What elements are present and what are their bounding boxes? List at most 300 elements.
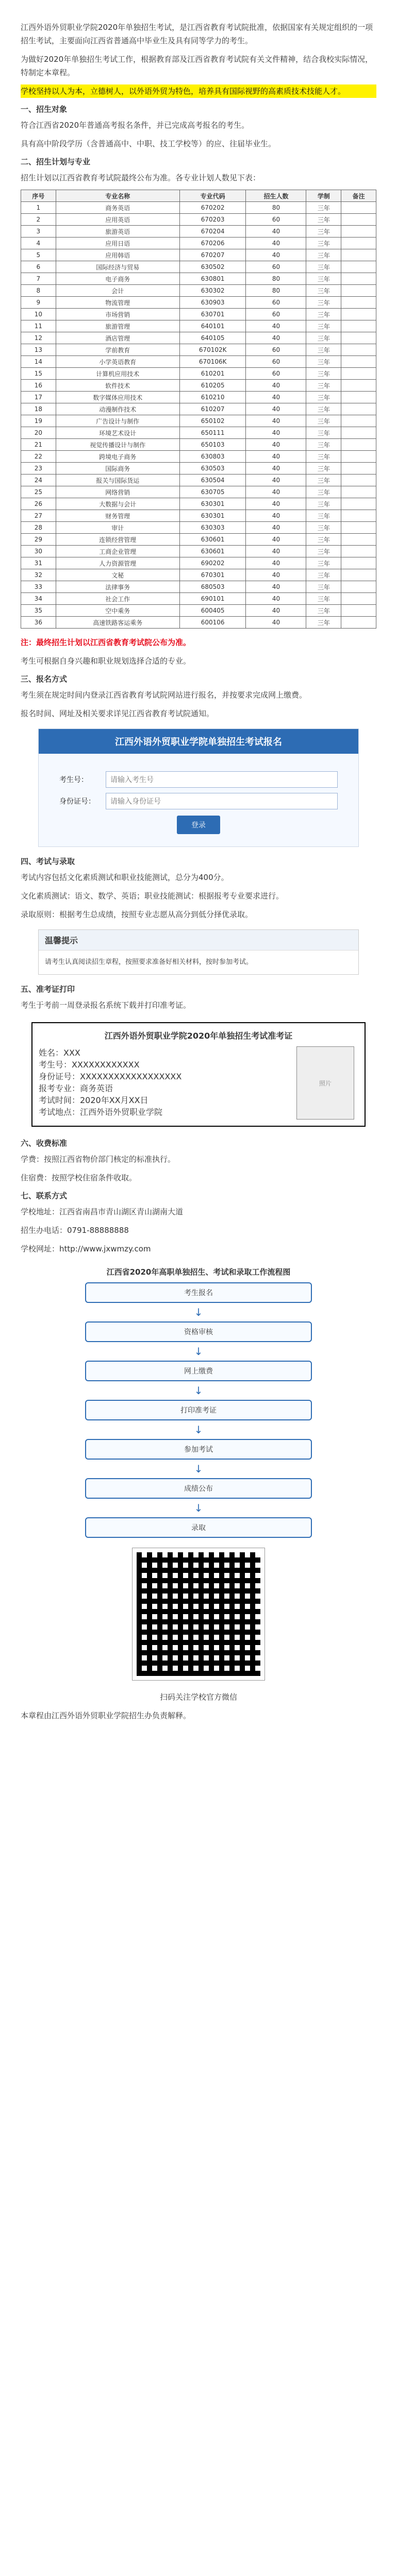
flow-arrow-icon: ↓ bbox=[194, 1423, 203, 1436]
s7-p2: 招生办电话：0791-88888888 bbox=[21, 1226, 129, 1235]
table-cell: 数字媒体应用技术 bbox=[56, 392, 179, 403]
table-row bbox=[21, 226, 376, 238]
table-cell: 640101 bbox=[179, 320, 246, 332]
table-cell: 600106 bbox=[179, 617, 246, 629]
login-btnbar bbox=[59, 816, 338, 834]
table-row bbox=[21, 534, 376, 546]
table-row bbox=[21, 356, 376, 368]
admit-line4: 报考专业：商务英语 bbox=[39, 1083, 113, 1093]
table-cell: 三年 bbox=[306, 474, 341, 486]
table-cell: 9 bbox=[21, 297, 56, 309]
table-cell: 会计 bbox=[56, 285, 179, 297]
intro-p2: 为做好2020年单独招生考试工作，根据教育部及江西省教育考试院有关文件精神，结合我校实际情况，特制定本章程。 bbox=[21, 55, 373, 77]
th-years: 学制 bbox=[306, 190, 341, 202]
table-cell bbox=[341, 605, 376, 617]
table-cell: 三年 bbox=[306, 273, 341, 285]
admit-grid bbox=[39, 1046, 358, 1120]
table-row bbox=[21, 474, 376, 486]
admit-line5: 考试时间：2020年XX月XX日 bbox=[39, 1095, 148, 1105]
flow-arrow-icon: ↓ bbox=[194, 1306, 203, 1318]
table-cell: 21 bbox=[21, 439, 56, 451]
s4-title: 四、考试与录取 bbox=[21, 857, 75, 866]
table-cell: 三年 bbox=[306, 546, 341, 557]
table-cell: 三年 bbox=[306, 605, 341, 617]
s4-p3: 录取原则：根据考生总成绩，按照专业志愿从高分到低分择优录取。 bbox=[21, 910, 253, 919]
table-cell: 40 bbox=[246, 498, 306, 510]
table-cell: 40 bbox=[246, 546, 306, 557]
table-cell: 三年 bbox=[306, 534, 341, 546]
table-cell: 60 bbox=[246, 214, 306, 226]
table-cell: 630803 bbox=[179, 451, 246, 463]
plan-table-body bbox=[21, 202, 376, 629]
login-label-candidate: 考生号： bbox=[59, 776, 88, 784]
table-cell: 60 bbox=[246, 309, 306, 320]
table-cell: 28 bbox=[21, 522, 56, 534]
table-cell: 三年 bbox=[306, 498, 341, 510]
table-row bbox=[21, 285, 376, 297]
table-cell: 40 bbox=[246, 332, 306, 344]
table-row bbox=[21, 427, 376, 439]
table-row bbox=[21, 332, 376, 344]
table-cell bbox=[341, 451, 376, 463]
s5-title: 五、准考证打印 bbox=[21, 985, 75, 994]
th-remark: 备注 bbox=[341, 190, 376, 202]
table-cell: 40 bbox=[246, 593, 306, 605]
plan-table-header-row bbox=[21, 190, 376, 202]
table-cell: 学前教育 bbox=[56, 344, 179, 356]
table-cell: 报关与国际货运 bbox=[56, 474, 179, 486]
table-cell: 19 bbox=[21, 415, 56, 427]
table-cell: 40 bbox=[246, 415, 306, 427]
table-cell: 跨境电子商务 bbox=[56, 451, 179, 463]
table-row bbox=[21, 569, 376, 581]
table-cell: 29 bbox=[21, 534, 56, 546]
table-cell: 40 bbox=[246, 522, 306, 534]
table-cell: 22 bbox=[21, 451, 56, 463]
s7-title: 七、联系方式 bbox=[21, 1191, 68, 1200]
table-cell: 630503 bbox=[179, 463, 246, 474]
table-cell: 670206 bbox=[179, 238, 246, 249]
flow-step: 打印准考证 bbox=[85, 1400, 312, 1420]
table-cell: 40 bbox=[246, 249, 306, 261]
table-cell: 610207 bbox=[179, 403, 246, 415]
table-row bbox=[21, 380, 376, 392]
intro-p3: 学校坚持以人为本，立德树人，以外语外贸为特色，培养具有国际视野的高素质技术技能人才。 bbox=[21, 84, 376, 98]
table-cell: 16 bbox=[21, 380, 56, 392]
login-row-2 bbox=[59, 793, 338, 809]
table-cell: 630705 bbox=[179, 486, 246, 498]
table-cell: 三年 bbox=[306, 380, 341, 392]
table-cell: 630801 bbox=[179, 273, 246, 285]
table-row bbox=[21, 557, 376, 569]
admit-line3: 身份证号：XXXXXXXXXXXXXXXXXX bbox=[39, 1072, 182, 1081]
table-row bbox=[21, 617, 376, 629]
table-row bbox=[21, 249, 376, 261]
table-cell: 社会工作 bbox=[56, 593, 179, 605]
table-row bbox=[21, 486, 376, 498]
table-cell bbox=[341, 332, 376, 344]
s2-p1: 招生计划以江西省教育考试院最终公布为准。各专业计划人数见下表： bbox=[21, 173, 261, 182]
flow-arrow-icon: ↓ bbox=[194, 1345, 203, 1358]
table-cell: 网络营销 bbox=[56, 486, 179, 498]
table-cell bbox=[341, 474, 376, 486]
table-cell: 40 bbox=[246, 534, 306, 546]
table-cell: 文秘 bbox=[56, 569, 179, 581]
table-cell: 小学英语教育 bbox=[56, 356, 179, 368]
footer-spacer bbox=[21, 1727, 376, 1851]
table-cell: 三年 bbox=[306, 522, 341, 534]
table-cell: 市场营销 bbox=[56, 309, 179, 320]
table-row bbox=[21, 522, 376, 534]
end-note: 本章程由江西外语外贸职业学院招生办负责解释。 bbox=[21, 1711, 191, 1720]
s2-p2: 注：最终招生计划以江西省教育考试院公布为准。 bbox=[21, 638, 191, 647]
flowchart bbox=[44, 1266, 353, 1538]
table-cell: 640105 bbox=[179, 332, 246, 344]
table-cell: 32 bbox=[21, 569, 56, 581]
table-cell: 13 bbox=[21, 344, 56, 356]
table-cell: 三年 bbox=[306, 427, 341, 439]
login-mock bbox=[38, 728, 359, 847]
table-row bbox=[21, 344, 376, 356]
admit-line1: 姓名：XXX bbox=[39, 1048, 80, 1058]
table-cell bbox=[341, 380, 376, 392]
table-cell: 40 bbox=[246, 226, 306, 238]
table-cell: 630601 bbox=[179, 534, 246, 546]
table-cell: 610205 bbox=[179, 380, 246, 392]
s1-title: 一、招生对象 bbox=[21, 105, 68, 114]
table-cell: 630601 bbox=[179, 546, 246, 557]
table-cell: 18 bbox=[21, 403, 56, 415]
tip-card-header: 温馨提示 bbox=[39, 930, 358, 951]
table-cell bbox=[341, 463, 376, 474]
candidate-number-input[interactable] bbox=[106, 771, 338, 788]
table-row bbox=[21, 593, 376, 605]
table-cell: 法律事务 bbox=[56, 581, 179, 593]
s6-p1: 学费：按照江西省物价部门核定的标准执行。 bbox=[21, 1155, 176, 1164]
s6-p2: 住宿费：按照学校住宿条件收取。 bbox=[21, 1173, 137, 1182]
table-row bbox=[21, 415, 376, 427]
table-cell: 三年 bbox=[306, 297, 341, 309]
table-cell: 40 bbox=[246, 581, 306, 593]
table-cell: 视觉传播设计与制作 bbox=[56, 439, 179, 451]
table-cell: 连锁经营管理 bbox=[56, 534, 179, 546]
table-cell: 40 bbox=[246, 510, 306, 522]
flow-title: 江西省2020年高职单独招生、考试和录取工作流程图 bbox=[106, 1267, 291, 1277]
s3-p1: 考生须在规定时间内登录江西省教育考试院网站进行报名，并按要求完成网上缴费。 bbox=[21, 690, 307, 700]
table-cell: 三年 bbox=[306, 249, 341, 261]
login-row-1 bbox=[59, 771, 338, 788]
table-cell: 630302 bbox=[179, 285, 246, 297]
table-cell: 三年 bbox=[306, 593, 341, 605]
table-cell: 1 bbox=[21, 202, 56, 214]
table-row bbox=[21, 451, 376, 463]
table-cell: 610210 bbox=[179, 392, 246, 403]
flow-step: 参加考试 bbox=[85, 1439, 312, 1460]
table-cell: 三年 bbox=[306, 344, 341, 356]
table-cell bbox=[341, 498, 376, 510]
admit-photo: 照片 bbox=[296, 1046, 354, 1120]
table-cell: 三年 bbox=[306, 451, 341, 463]
table-cell bbox=[341, 344, 376, 356]
flow-arrow-icon: ↓ bbox=[194, 1502, 203, 1514]
s3-p2: 报名时间、网址及相关要求详见江西省教育考试院通知。 bbox=[21, 709, 214, 718]
table-cell bbox=[341, 202, 376, 214]
table-cell bbox=[341, 427, 376, 439]
table-cell: 25 bbox=[21, 486, 56, 498]
table-cell: 高速铁路客运乘务 bbox=[56, 617, 179, 629]
table-cell: 三年 bbox=[306, 557, 341, 569]
flow-step: 成绩公布 bbox=[85, 1478, 312, 1499]
s7-p3[interactable]: 学校网址：http://www.jxwmzy.com bbox=[21, 1244, 151, 1253]
table-cell: 40 bbox=[246, 474, 306, 486]
table-cell: 630903 bbox=[179, 297, 246, 309]
table-cell: 40 bbox=[246, 380, 306, 392]
table-cell: 三年 bbox=[306, 403, 341, 415]
table-cell: 3 bbox=[21, 226, 56, 238]
table-cell: 大数据与会计 bbox=[56, 498, 179, 510]
table-row bbox=[21, 498, 376, 510]
s4-p1: 考试内容包括文化素质测试和职业技能测试，总分为400分。 bbox=[21, 873, 229, 882]
table-cell bbox=[341, 569, 376, 581]
table-cell: 80 bbox=[246, 273, 306, 285]
s7-p1: 学校地址：江西省南昌市青山湖区青山湖南大道 bbox=[21, 1207, 184, 1216]
table-row bbox=[21, 605, 376, 617]
table-cell bbox=[341, 486, 376, 498]
s1-p1: 符合江西省2020年普通高考报名条件，并已完成高考报名的考生。 bbox=[21, 121, 250, 130]
table-cell: 三年 bbox=[306, 202, 341, 214]
table-row bbox=[21, 546, 376, 557]
table-cell: 690101 bbox=[179, 593, 246, 605]
table-row bbox=[21, 202, 376, 214]
login-button[interactable]: 登录 bbox=[177, 816, 220, 834]
table-cell: 软件技术 bbox=[56, 380, 179, 392]
table-row bbox=[21, 214, 376, 226]
table-cell: 应用韩语 bbox=[56, 249, 179, 261]
table-cell: 三年 bbox=[306, 320, 341, 332]
table-cell: 630303 bbox=[179, 522, 246, 534]
login-mock-title: 江西外语外贸职业学院单独招生考试报名 bbox=[39, 729, 358, 754]
table-cell: 6 bbox=[21, 261, 56, 273]
table-cell: 650102 bbox=[179, 415, 246, 427]
table-cell bbox=[341, 285, 376, 297]
flow-step: 网上缴费 bbox=[85, 1361, 312, 1381]
table-cell: 10 bbox=[21, 309, 56, 320]
table-cell: 60 bbox=[246, 356, 306, 368]
table-cell bbox=[341, 617, 376, 629]
flow-step: 录取 bbox=[85, 1517, 312, 1538]
table-cell: 680503 bbox=[179, 581, 246, 593]
flow-step: 考生报名 bbox=[85, 1282, 312, 1303]
table-cell: 60 bbox=[246, 344, 306, 356]
table-cell bbox=[341, 320, 376, 332]
table-cell: 60 bbox=[246, 297, 306, 309]
table-cell: 40 bbox=[246, 439, 306, 451]
table-cell: 670102K bbox=[179, 344, 246, 356]
id-number-input[interactable] bbox=[106, 793, 338, 809]
s2-title: 二、招生计划与专业 bbox=[21, 157, 91, 166]
table-cell: 630502 bbox=[179, 261, 246, 273]
table-cell: 30 bbox=[21, 546, 56, 557]
table-cell: 三年 bbox=[306, 238, 341, 249]
table-cell: 三年 bbox=[306, 214, 341, 226]
table-cell: 40 bbox=[246, 403, 306, 415]
table-row bbox=[21, 238, 376, 249]
table-cell bbox=[341, 510, 376, 522]
table-cell: 20 bbox=[21, 427, 56, 439]
table-cell: 酒店管理 bbox=[56, 332, 179, 344]
s6-title: 六、收费标准 bbox=[21, 1139, 68, 1148]
table-cell: 三年 bbox=[306, 392, 341, 403]
table-row bbox=[21, 439, 376, 451]
table-cell: 工商企业管理 bbox=[56, 546, 179, 557]
table-cell: 80 bbox=[246, 285, 306, 297]
table-cell bbox=[341, 238, 376, 249]
table-cell: 环境艺术设计 bbox=[56, 427, 179, 439]
table-cell: 旅游管理 bbox=[56, 320, 179, 332]
table-cell bbox=[341, 557, 376, 569]
table-cell bbox=[341, 522, 376, 534]
table-cell: 三年 bbox=[306, 439, 341, 451]
table-cell bbox=[341, 581, 376, 593]
table-cell bbox=[341, 309, 376, 320]
table-cell: 40 bbox=[246, 557, 306, 569]
table-cell: 三年 bbox=[306, 368, 341, 380]
table-cell bbox=[341, 226, 376, 238]
s1-p2: 具有高中阶段学历（含普通高中、中职、技工学校等）的应、往届毕业生。 bbox=[21, 139, 276, 148]
table-cell: 15 bbox=[21, 368, 56, 380]
table-cell: 电子商务 bbox=[56, 273, 179, 285]
table-cell: 财务管理 bbox=[56, 510, 179, 522]
table-cell: 人力资源管理 bbox=[56, 557, 179, 569]
table-cell bbox=[341, 261, 376, 273]
table-row bbox=[21, 273, 376, 285]
table-row bbox=[21, 297, 376, 309]
table-cell: 三年 bbox=[306, 486, 341, 498]
table-cell: 40 bbox=[246, 617, 306, 629]
table-cell: 40 bbox=[246, 605, 306, 617]
table-cell: 旅游英语 bbox=[56, 226, 179, 238]
table-cell: 40 bbox=[246, 238, 306, 249]
table-cell: 三年 bbox=[306, 581, 341, 593]
flow-arrow-icon: ↓ bbox=[194, 1384, 203, 1397]
table-row bbox=[21, 510, 376, 522]
table-cell bbox=[341, 403, 376, 415]
table-cell: 670301 bbox=[179, 569, 246, 581]
admit-card bbox=[31, 1022, 366, 1127]
table-cell: 40 bbox=[246, 486, 306, 498]
s3-title: 三、报名方式 bbox=[21, 674, 68, 684]
table-cell: 应用英语 bbox=[56, 214, 179, 226]
table-cell: 三年 bbox=[306, 309, 341, 320]
table-row bbox=[21, 368, 376, 380]
table-cell: 23 bbox=[21, 463, 56, 474]
table-cell: 2 bbox=[21, 214, 56, 226]
table-cell bbox=[341, 546, 376, 557]
table-row bbox=[21, 261, 376, 273]
intro-p1: 江西外语外贸职业学院2020年单独招生考试，是江西省教育考试院批准，依据国家有关规定组织的一项招生考试，主要面向江西省普通高中毕业生及具有同等学力的考生。 bbox=[21, 23, 373, 45]
table-cell: 应用日语 bbox=[56, 238, 179, 249]
plan-table bbox=[21, 190, 376, 629]
table-cell: 26 bbox=[21, 498, 56, 510]
flow-steps bbox=[44, 1282, 353, 1538]
table-cell: 5 bbox=[21, 249, 56, 261]
table-cell: 三年 bbox=[306, 463, 341, 474]
table-cell: 40 bbox=[246, 451, 306, 463]
table-cell: 34 bbox=[21, 593, 56, 605]
table-cell: 国际经济与贸易 bbox=[56, 261, 179, 273]
table-cell: 三年 bbox=[306, 332, 341, 344]
table-cell: 三年 bbox=[306, 261, 341, 273]
table-cell: 36 bbox=[21, 617, 56, 629]
table-cell: 35 bbox=[21, 605, 56, 617]
table-cell: 690202 bbox=[179, 557, 246, 569]
qr-caption: 扫码关注学校官方微信 bbox=[159, 1692, 237, 1702]
table-cell: 审计 bbox=[56, 522, 179, 534]
table-cell: 40 bbox=[246, 392, 306, 403]
table-cell: 630301 bbox=[179, 498, 246, 510]
table-cell: 80 bbox=[246, 202, 306, 214]
table-cell: 33 bbox=[21, 581, 56, 593]
table-cell: 610201 bbox=[179, 368, 246, 380]
table-cell: 31 bbox=[21, 557, 56, 569]
flow-arrow-icon: ↓ bbox=[194, 1463, 203, 1475]
table-cell: 空中乘务 bbox=[56, 605, 179, 617]
table-cell: 40 bbox=[246, 427, 306, 439]
tip-card-body: 请考生认真阅读招生章程，按照要求准备好相关材料，按时参加考试。 bbox=[45, 958, 253, 966]
table-cell bbox=[341, 534, 376, 546]
table-cell: 三年 bbox=[306, 569, 341, 581]
th-count: 招生人数 bbox=[246, 190, 306, 202]
table-cell: 三年 bbox=[306, 617, 341, 629]
table-cell: 11 bbox=[21, 320, 56, 332]
table-cell bbox=[341, 356, 376, 368]
table-cell: 650111 bbox=[179, 427, 246, 439]
table-cell bbox=[341, 392, 376, 403]
table-cell: 17 bbox=[21, 392, 56, 403]
admit-line6: 考试地点：江西外语外贸职业学院 bbox=[39, 1107, 163, 1117]
table-cell: 670106K bbox=[179, 356, 246, 368]
table-cell bbox=[341, 439, 376, 451]
table-cell bbox=[341, 249, 376, 261]
table-cell: 12 bbox=[21, 332, 56, 344]
admit-fields bbox=[39, 1046, 291, 1120]
s5-p1: 考生于考前一周登录报名系统下载并打印准考证。 bbox=[21, 1001, 191, 1010]
table-cell bbox=[341, 273, 376, 285]
admit-title: 江西外语外贸职业学院2020年单独招生考试准考证 bbox=[104, 1031, 293, 1041]
table-cell bbox=[341, 593, 376, 605]
table-cell: 670207 bbox=[179, 249, 246, 261]
table-cell: 三年 bbox=[306, 510, 341, 522]
table-cell: 650103 bbox=[179, 439, 246, 451]
s2-p3: 考生可根据自身兴趣和职业规划选择合适的专业。 bbox=[21, 656, 191, 666]
login-label-id: 身份证号： bbox=[59, 798, 95, 806]
table-cell: 60 bbox=[246, 261, 306, 273]
table-row bbox=[21, 392, 376, 403]
table-cell: 670203 bbox=[179, 214, 246, 226]
table-cell: 三年 bbox=[306, 415, 341, 427]
table-cell: 7 bbox=[21, 273, 56, 285]
table-cell: 4 bbox=[21, 238, 56, 249]
table-cell: 8 bbox=[21, 285, 56, 297]
tip-card bbox=[38, 929, 359, 975]
qr-code bbox=[133, 1548, 264, 1680]
table-cell: 24 bbox=[21, 474, 56, 486]
table-cell bbox=[341, 368, 376, 380]
table-cell: 60 bbox=[246, 368, 306, 380]
table-cell: 三年 bbox=[306, 285, 341, 297]
s4-p2: 文化素质测试：语文、数学、英语；职业技能测试：根据报考专业要求进行。 bbox=[21, 891, 284, 901]
table-row bbox=[21, 403, 376, 415]
